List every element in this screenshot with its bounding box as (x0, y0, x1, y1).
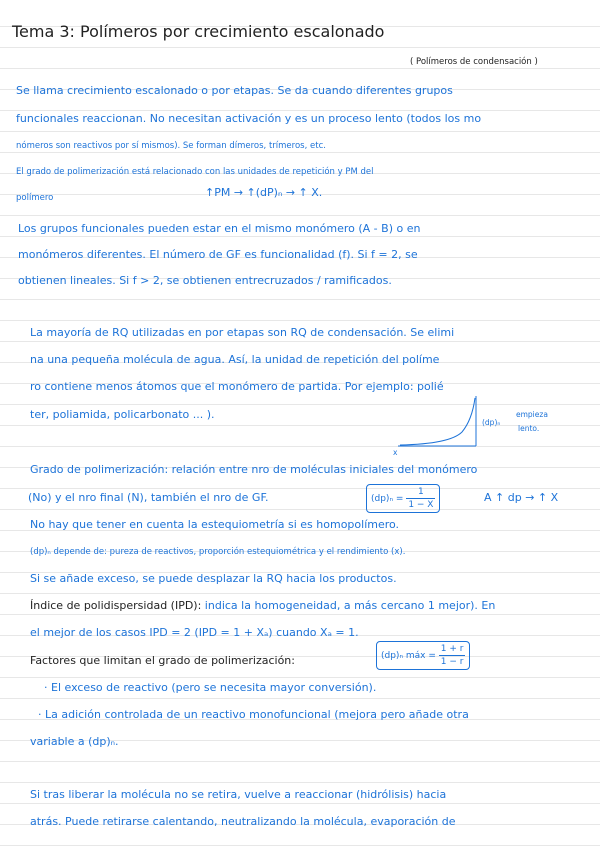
p2-line-3: obtienen lineales. Si f > 2, se obtienen entrecruzados / ramificados. (18, 274, 392, 287)
p3-line-3: ro contiene menos átomos que el monómero de partida. Por ejemplo: polié (30, 380, 444, 393)
p6-line-1: Si tras liberar la molécula no se retira, vuelve a reaccionar (hidrólisis) hacia (30, 788, 447, 801)
p2-line-2: monómeros diferentes. El número de GF es funcionalidad (f). Si f = 2, se (18, 248, 418, 261)
p3-line-4: ter, poliamida, policarbonato ... ). (30, 408, 215, 421)
dpmax-formula-lhs: (dp)ₙ máx = (381, 651, 436, 661)
dpmax-formula-num: 1 + r (440, 644, 464, 654)
p4-line-4: (dp)ₙ depende de: pureza de reactivos, proporción estequiométrica y el rendimiento (x). (30, 547, 406, 557)
factores-item-3: variable a (dp)ₙ. (30, 735, 119, 748)
p1-line-2: funcionales reaccionan. No necesitan activación y es un proceso lento (todos los mo (16, 112, 482, 125)
factores-item-1: · El exceso de reactivo (pero se necesita mayor conversión). (44, 681, 377, 694)
p1-line-1: Se llama crecimiento escalonado o por etapas. Se da cuando diferentes grupos (16, 84, 453, 97)
dp-vs-x-sketch (390, 392, 480, 454)
dpmax-formula-box (376, 641, 470, 670)
dp-formula-after: A ↑ dp → ↑ X (484, 491, 559, 504)
dpmax-formula-den: 1 − r (440, 657, 464, 667)
ipd-line-1 (30, 599, 495, 613)
p4-line-5: Si se añade exceso, se puede desplazar la RQ hacia los productos. (30, 572, 397, 585)
factores-item-2: · La adición controlada de un reactivo monofuncional (mejora pero añade otra (38, 708, 469, 721)
sketch-curve (400, 398, 475, 445)
sketch-note-1: empieza (516, 410, 548, 419)
page-title: Tema 3: Polímeros por crecimiento escalonado (12, 22, 385, 41)
factores-heading: Factores que limitan el grado de polimerización: (30, 654, 295, 667)
pm-formula: ↑PM → ↑(dP)ₙ → ↑ X. (205, 186, 323, 199)
page-subtitle: ( Polímeros de condensación ) (410, 57, 538, 67)
p6-line-2: atrás. Puede retirarse calentando, neutralizando la molécula, evaporación de (30, 815, 456, 828)
p1-line-4: El grado de polimerización está relacionado con las unidades de repetición y PM del (16, 167, 374, 177)
dp-formula-den: 1 − X (408, 500, 434, 510)
p3-line-1: La mayoría de RQ utilizadas en por etapas son RQ de condensación. Se elimi (30, 326, 455, 339)
sketch-ylabel: (dp)ₙ (482, 418, 501, 427)
dpmax-formula-fraction (439, 643, 466, 668)
p1-line-5: polímero (16, 193, 54, 203)
dp-formula-box (366, 484, 440, 513)
p1-line-3: nómeros son reactivos por sí mismos). Se forman dímeros, trímeros, etc. (16, 141, 326, 151)
dp-formula-fraction (406, 486, 435, 511)
p4-line-2: (No) y el nro final (N), también el nro de GF. (28, 491, 269, 504)
p4-line-3: No hay que tener en cuenta la estequiometría si es homopolímero. (30, 518, 400, 531)
sketch-note-2: lento. (518, 424, 540, 433)
dp-formula-num: 1 (406, 486, 435, 499)
p3-line-2: na una pequeña molécula de agua. Así, la unidad de repetición del políme (30, 353, 440, 366)
dp-formula-lhs: (dp)ₙ = (371, 494, 404, 504)
p4-line-1: Grado de polimerización: relación entre nro de moléculas iniciales del monómero (30, 463, 478, 476)
ipd-heading: Índice de polidispersidad (IPD): (30, 599, 202, 612)
ipd-line-1-rest: indica la homogeneidad, a más cercano 1 mejor). En (201, 599, 496, 612)
sketch-xlabel: x (393, 448, 398, 457)
p2-line-1: Los grupos funcionales pueden estar en el mismo monómero (A - B) o en (18, 222, 421, 235)
ipd-line-2: el mejor de los casos IPD = 2 (IPD = 1 + Xₐ) cuando Xₐ = 1. (30, 626, 359, 639)
